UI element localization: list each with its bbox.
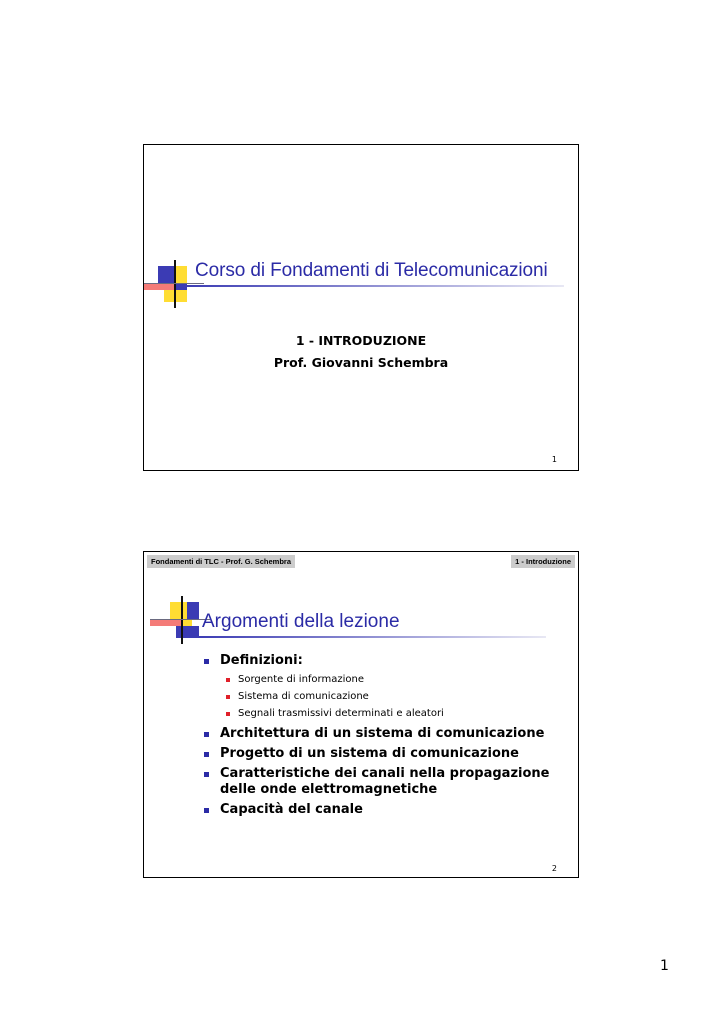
slide-title: Argomenti della lezione [202, 611, 400, 632]
sub-list-item-label: Segnali trasmissivi determinati e aleatori [238, 708, 444, 719]
list-item-label: Caratteristiche dei canali nella propagazione delle onde elettromagnetiche [220, 766, 550, 797]
title-rule [184, 285, 564, 287]
page-number: 1 [660, 958, 669, 974]
list-item [204, 726, 564, 742]
list-item [204, 746, 564, 762]
bullet-square-icon [204, 808, 209, 813]
list-item-label: Architettura di un sistema di comunicazione [220, 726, 545, 741]
sub-list [220, 671, 564, 722]
sub-list-item-label: Sistema di comunicazione [238, 691, 369, 702]
sub-list-item [220, 688, 564, 705]
list-item-label: Capacità del canale [220, 802, 363, 817]
topic-list [204, 653, 564, 822]
list-item [204, 766, 550, 798]
bullet-square-icon [226, 678, 230, 682]
slide-number: 1 [551, 455, 557, 464]
slide-1 [143, 144, 579, 471]
bullet-square-icon [204, 732, 209, 737]
header-course: Fondamenti di TLC - Prof. G. Schembra [147, 555, 295, 568]
bullet-square-icon [204, 772, 209, 777]
list-item [204, 802, 564, 818]
bullet-square-icon [204, 659, 209, 664]
sub-list-item [220, 705, 564, 722]
list-item-label: Definizioni: [220, 653, 303, 668]
slide-logo [150, 596, 210, 656]
title-rule [196, 636, 546, 638]
slide-2 [143, 551, 579, 878]
slide-author: Prof. Giovanni Schembra [273, 355, 449, 370]
bullet-square-icon [226, 712, 230, 716]
sub-list-item [220, 671, 564, 688]
sub-list-item-label: Sorgente di informazione [238, 674, 364, 685]
slide-number: 2 [551, 864, 557, 873]
bullet-square-icon [204, 752, 209, 757]
header-chapter: 1 - Introduzione [511, 555, 575, 568]
list-item [204, 653, 564, 722]
list-item-label: Progetto di un sistema di comunicazione [220, 746, 519, 761]
slide-subtitle: 1 - INTRODUZIONE [295, 333, 427, 348]
slide-title: Corso di Fondamenti di Telecomunicazioni [195, 260, 548, 281]
bullet-square-icon [226, 695, 230, 699]
